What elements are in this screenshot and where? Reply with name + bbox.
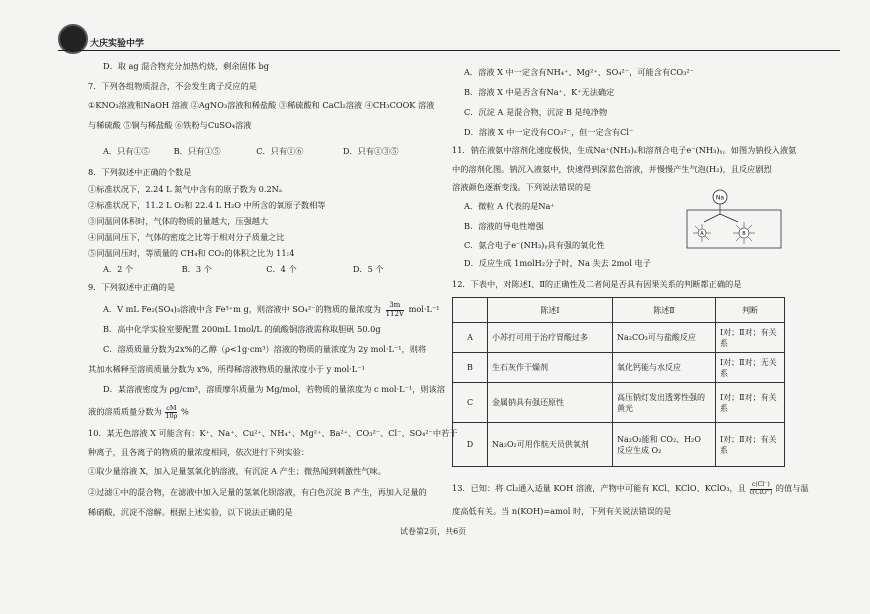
- q7-options: [103, 147, 399, 155]
- school-name: 大庆实验中学: [90, 39, 145, 49]
- q8-item-5: ⑤同温同压时，等质量的 CH₄和 CO₂的体积之比为 11:4: [88, 248, 295, 258]
- q12-header-statement2: 陈述Ⅱ: [613, 298, 716, 323]
- q7-opt-b: B．只有①⑤: [173, 146, 221, 156]
- q12-cell-judgement: Ⅰ对；Ⅱ对；有关系: [716, 383, 785, 423]
- q11-option-c: C．氨合电子e⁻(NH₃)ᵧ具有强的氧化性: [464, 240, 605, 250]
- q12-header-judgement: 判断: [716, 298, 785, 323]
- q8-item-3: ③同温同体积时，气体的物质的量越大，压强越大: [88, 216, 269, 226]
- q12-table-header: [453, 298, 785, 323]
- q12-title: 12．下表中，对陈述Ⅰ、Ⅱ的正确性及二者间是否具有因果关系的判断都正确的是: [452, 279, 742, 289]
- q10-stem-5: 稀硝酸，沉淀不溶解。根据上述实验，以下说法正确的是: [88, 507, 293, 517]
- q7-list-line2: 与稀硫酸 ⑤铜与稀盐酸 ⑥铁粉与CuSO₄溶液: [88, 120, 252, 130]
- q12-cell-statement2: Na₂O₂能和 CO₂、H₂O 反应生成 O₂: [613, 423, 716, 467]
- q12-header-statement1: 陈述Ⅰ: [488, 298, 613, 323]
- page-number: 试卷第2页，共6页: [400, 527, 467, 536]
- q11-solvation-figure: [686, 188, 782, 250]
- q13-stem-2: 度高低有关。当 n(KOH)=amol 时，下列有关说法错误的是: [452, 506, 672, 516]
- q7-list-line1: ①KNO₃溶液和NaOH 溶液 ②AgNO₃溶液和稀盐酸 ③稀硫酸和 CaCl₂溶液 ④CH₃COOK 溶液: [88, 100, 435, 110]
- q9-option-b: B．高中化学实验室要配置 200mL 1mol/L 的硫酸铜溶液需称取胆矾 50.0g: [103, 324, 381, 334]
- q12-cell-statement2: 氧化钙能与水反应: [613, 353, 716, 383]
- q10-stem-3: ①取少量溶液 X，加入足量氢氧化钠溶液，有沉淀 A 产生；微热闻到刺激性气味。: [88, 466, 386, 476]
- table-row: [453, 353, 785, 383]
- q12-cell-statement1: 小苏打可用于治疗胃酸过多: [488, 323, 613, 353]
- q8-options: [103, 265, 384, 273]
- q8-opt-a: A．2 个: [103, 264, 134, 274]
- q7-option-d: D．取 ag 混合物充分加热灼烧，剩余固体 bg: [103, 61, 269, 71]
- q9-option-d1: D．某溶液密度为 ρg/cm³，溶质摩尔质量为 Mg/mol，若物质的量浓度为 c mol·L⁻¹，则该溶: [103, 384, 445, 394]
- q9-option-c2: 其加水稀释至溶质质量分数为 x%，所得稀溶液物质的量浓度小于 y mol·L⁻¹: [88, 364, 365, 374]
- q12-row-label: A: [453, 323, 488, 353]
- particle-b-icon: [733, 222, 755, 244]
- q7-title: 7．下列各组物质混合，不会发生离子反应的是: [88, 81, 257, 91]
- q10-option-c: C．沉淀 A 是混合物，沉淀 B 是纯净物: [464, 107, 608, 117]
- svg-text:A: A: [700, 231, 704, 237]
- q8-item-4: ④同温同压下，气体的密度之比等于相对分子质量之比: [88, 232, 285, 242]
- q12-cell-statement2: Na₂CO₃可与盐酸反应: [613, 323, 716, 353]
- q10-option-a: A．溶液 X 中一定含有NH₄⁺、Mg²⁺、SO₄²⁻，可能含有CO₃²⁻: [464, 67, 694, 77]
- table-row: [453, 323, 785, 353]
- q7-opt-a: A．只有①⑤: [103, 146, 150, 156]
- header-divider: [58, 50, 840, 51]
- figure-center-label: Na: [715, 194, 725, 202]
- q10-stem-1: 10．某无色溶液 X 可能含有：K⁺、Na⁺、Cu²⁺、NH₄⁺、Mg²⁺、Ba²⁺、CO₃²⁻、Cl⁻、SO₄²⁻中若干: [88, 428, 458, 438]
- q11-option-a: A．微粒 A 代表的是Na⁺: [464, 201, 555, 211]
- q8-opt-d: D．5 个: [352, 264, 384, 274]
- q12-row-label: C: [453, 383, 488, 423]
- q12-row-label: B: [453, 353, 488, 383]
- q7-opt-c: C．只有①⑥: [256, 146, 304, 156]
- q10-option-d: D．溶液 X 中一定没有CO₃²⁻，但一定含有Cl⁻: [464, 127, 634, 137]
- q12-cell-judgement: Ⅰ对；Ⅱ对；无关系: [716, 353, 785, 383]
- q11-option-b: B．溶液的导电性增强: [464, 221, 544, 231]
- q11-stem-1: 11．钠在液氨中溶剂化速度极快，生成Na⁺(NH₃)ₓ和溶剂合电子e⁻(NH₃)ᵧ。如图为钠投入液氨: [452, 145, 797, 155]
- q8-opt-c: C．4 个: [266, 264, 297, 274]
- q9-option-d2: 液的溶质质量分数为 $\frac{cM}{10\rho}$ %: [88, 404, 189, 421]
- q12-cell-judgement: Ⅰ对；Ⅱ对；有关系: [716, 323, 785, 353]
- q9-d-fraction: $\frac{cM}{10\rho}$: [165, 404, 178, 421]
- q12-table: [452, 297, 785, 467]
- q12-cell-statement1: 金属钠具有强还原性: [488, 383, 613, 423]
- q11-stem-3: 溶液颜色逐渐变浅。下列说法错误的是: [452, 182, 592, 192]
- q9-title: 9．下列叙述中正确的是: [88, 282, 176, 292]
- q13-fraction: c(Cl⁻) c(ClO⁻): [749, 481, 773, 496]
- q12-row-label: D: [453, 423, 488, 467]
- q10-option-b: B．溶液 X 中是否含有Na⁺、K⁺无法确定: [464, 87, 615, 97]
- q8-opt-b: B．3 个: [181, 264, 212, 274]
- q13-stem-1: 13．已知：将 Cl₂通入适量 KOH 溶液，产物中可能有 KCl、KClO、KClO₃，且 c(Cl⁻) c(ClO⁻) 的值与温: [452, 481, 809, 496]
- q7-opt-d: D．只有①③⑤: [342, 146, 399, 156]
- q12-cell-judgement: Ⅰ对；Ⅱ对；有关系: [716, 423, 785, 467]
- q9-option-c1: C．溶质质量分数为2x%的乙醇（ρ<1g·cm³）溶液的物质的量浓度为 2y mol·L⁻¹，则将: [103, 344, 427, 354]
- q8-item-1: ①标准状况下，2.24 L 氮气中含有的原子数为 0.2Nₐ: [88, 184, 283, 194]
- q9-a-fraction: $\frac{3m}{112V}$: [385, 301, 404, 318]
- q11-stem-2: 中的溶剂化图。钠沉入液氨中，快速得到深蓝色溶液，并慢慢产生气泡(H₂)，且反应剧烈: [452, 164, 772, 174]
- particle-a-icon: [693, 224, 711, 242]
- q12-cell-statement1: 生石灰作干燥剂: [488, 353, 613, 383]
- q11-option-d: D．反应生成 1molH₂分子时，Na 失去 2mol 电子: [464, 258, 651, 268]
- q12-cell-statement1: Na₂O₂可用作航天员供氧剂: [488, 423, 613, 467]
- q8-title: 8．下列叙述中正确的个数是: [88, 167, 192, 177]
- q10-stem-2: 种离子，且各离子的物质的量浓度相同，依次进行下列实验：: [88, 447, 310, 457]
- q12-header-blank: [453, 298, 488, 323]
- q9-option-a: A．V mL Fe₂(SO₄)₃溶液中含 Fe³⁺m g，则溶液中 SO₄²⁻的物质的量浓度为 $\frac{3m}{112V}$ mol·L⁻¹: [103, 301, 440, 318]
- table-row: [453, 423, 785, 467]
- q10-stem-4: ②过滤①中的混合物，在滤液中加入足量的氢氧化钡溶液，有白色沉淀 B 产生，再加入足量的: [88, 487, 427, 497]
- table-row: [453, 383, 785, 423]
- q12-cell-statement2: 高压钠灯发出透雾性强的黄光: [613, 383, 716, 423]
- svg-text:B: B: [742, 231, 746, 237]
- q8-item-2: ②标准状况下，11.2 L O₂和 22.4 L H₂O 中所含的氧原子数相等: [88, 200, 326, 210]
